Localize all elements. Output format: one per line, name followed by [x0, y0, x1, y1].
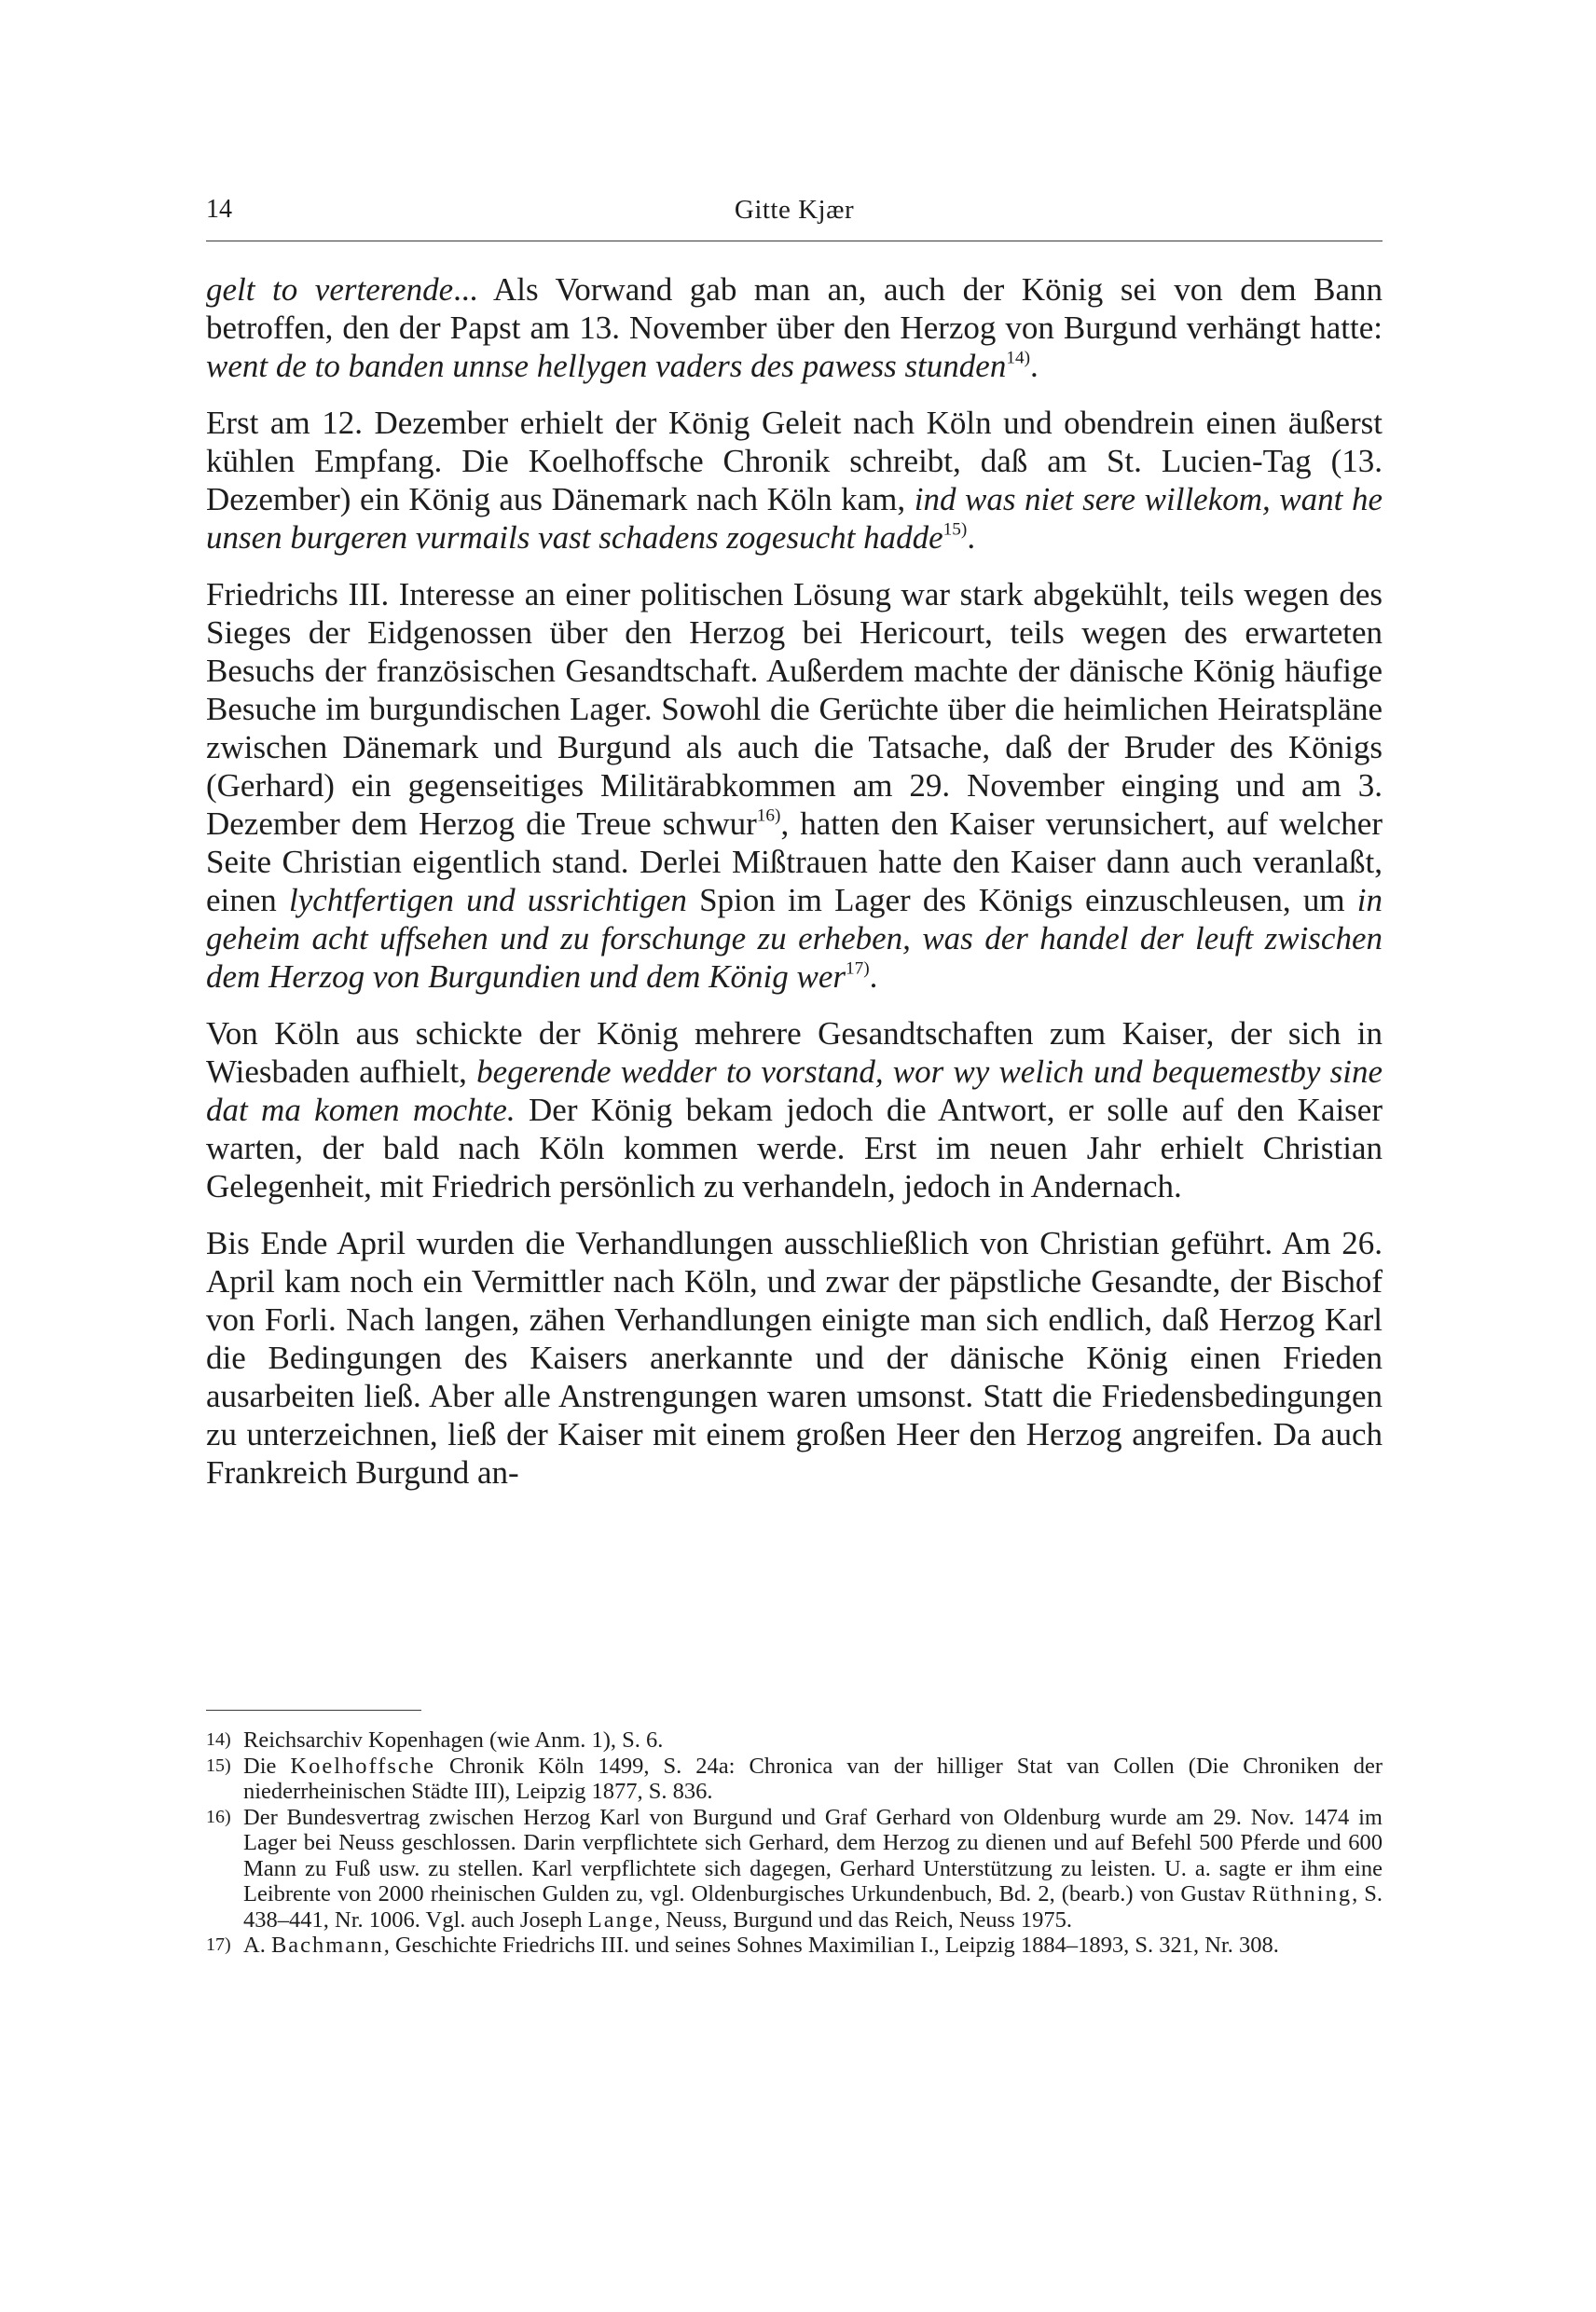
footnote-marker: 16)	[206, 1806, 231, 1827]
text-run: Koelhoffsche	[290, 1753, 435, 1779]
text-run: , hatten den Kaiser verunsichert, auf welcher Seite Christian eigentlich stand. Derlei Mißtrauen hatte den Kaiser dann auch veranlaßt, einen	[206, 805, 1383, 918]
footnote	[206, 1805, 1383, 1934]
footnote-rule	[206, 1710, 421, 1711]
footnote-reference: 16)	[756, 805, 781, 826]
footnote-marker: 17)	[206, 1934, 231, 1955]
footnote-reference: 17)	[846, 958, 870, 979]
text-run: Bis Ende April wurden die Verhandlungen ausschließlich von Christian geführt. Am 26. April kam noch ein Vermittler nach Köln, und zwar der päpstliche Gesandte, der Bischof von Forli. Nach langen, zähen Verhandlungen einigte man sich endlich, daß Herzog Karl die Bedingungen des Kaisers anerkannte und der dänische König einen Frieden ausarbeiten ließ. Aber alle Anstrengungen waren umsonst. Statt die Friedensbedingungen zu unterzeichnen, ließ der Kaiser mit einem großen Heer den Herzog angreifen. Da auch Frankreich Burgund an-	[206, 1225, 1383, 1491]
body-text	[206, 270, 1383, 1505]
page-header	[206, 191, 1383, 228]
text-run: Die	[243, 1753, 291, 1779]
footnote-reference: 15)	[942, 519, 968, 540]
footnote-marker: 14)	[206, 1729, 231, 1750]
text-run: Reichsarchiv Kopenhagen (wie Anm. 1), S. 6.	[243, 1727, 664, 1753]
italic-quote: gelt to verterende	[206, 271, 454, 308]
italic-quote: in geheim acht uffsehen und zu forschunge zu erheben, was der handel der leuft zwischen dem Herzog von Burgundien und dem König wer	[206, 882, 1383, 995]
footnote	[206, 1754, 1383, 1805]
footnote	[206, 1727, 1383, 1754]
text-run: Der Bundesvertrag zwischen Herzog Karl von Burgund und Graf Gerhard von Oldenburg wurde am 29. Nov. 1474 im Lager bei Neuss geschlossen. Darin verpflichtete sich Gerhard, dem Herzog zu dienen und auf Befehl 500 Pferde und 600 Mann zu Fuß usw. zu stellen. Karl verpflichtete sich dagegen, Gerhard Unterstützung zu leisten. U. a. sagte er ihm eine Leibrente von 2000 rheinischen Gulden zu, vgl. Oldenburgisches Urkundenbuch, Bd. 2, (bearb.) von Gustav	[243, 1804, 1383, 1906]
text-run: .	[1030, 348, 1039, 384]
paragraph	[206, 270, 1383, 385]
footnote-marker: 15)	[206, 1755, 231, 1776]
footnote-text	[243, 1727, 1383, 1754]
text-run: Erst am 12. Dezember erhielt der König Geleit nach Köln und obendrein einen äußerst kühlen Empfang. Die Koelhoffsche Chronik schreibt, daß am St. Lucien-Tag (13. Dezember) ein König aus Dänemark nach Köln kam,	[206, 405, 1383, 517]
italic-quote: lychtfertigen und ussrichtigen	[289, 882, 687, 918]
italic-quote: begerende wedder to vorstand, wor wy welich und bequemestby sine dat ma komen mochte.	[206, 1053, 1383, 1128]
footnote	[206, 1933, 1383, 1959]
text-run: Spion im Lager des Königs einzuschleusen, um	[686, 882, 1357, 918]
paragraph	[206, 575, 1383, 996]
italic-quote: ind was niet sere willekom, want he unsen burgeren vurmails vast schadens zogesucht hadde	[206, 481, 1383, 556]
text-run: .	[869, 958, 878, 995]
text-run: .	[967, 519, 976, 556]
text-run: ... Als Vorwand gab man an, auch der König sei von dem Bann betroffen, den der Papst am 13. November über den Herzog von Burgund verhängt hatte:	[206, 271, 1383, 346]
footnotes	[206, 1727, 1383, 1959]
page-number: 14	[206, 195, 232, 224]
text-run: Friedrichs III. Interesse an einer politischen Lösung war stark abgekühlt, teils wegen des Sieges der Eidgenossen über den Herzog bei Hericourt, teils wegen des erwarteten Besuchs der französischen Gesandtschaft. Außerdem machte der dänische König häufige Besuche im burgundischen Lager. Sowohl die Gerüchte über die heimlichen Heiratspläne zwischen Dänemark und Burgund als auch die Tatsache, daß der Bruder des Königs (Gerhard) ein gegenseitiges Militärabkommen am 29. November einging und am 3. Dezember dem Herzog die Treue schwur	[206, 576, 1383, 842]
text-run: Chronik Köln 1499, S. 24a: Chronica van der hilliger Stat van Collen (Die Chroniken der niederrheinischen Städte III), Leipzig 1877, S. 836.	[243, 1753, 1383, 1804]
text-run: Lange	[587, 1906, 654, 1933]
paragraph	[206, 1014, 1383, 1205]
paragraph	[206, 1224, 1383, 1492]
footnote-text	[243, 1754, 1383, 1805]
text-run: Rüthning	[1251, 1881, 1353, 1906]
text-run: Bachmann	[270, 1933, 384, 1958]
paragraph	[206, 404, 1383, 557]
footnote-text	[243, 1805, 1383, 1934]
text-run: A.	[243, 1933, 271, 1958]
footnote-text	[243, 1933, 1383, 1959]
italic-quote: went de to banden unnse hellygen vaders des pawess stunden	[206, 348, 1007, 384]
text-run: , S. 438–441, Nr. 1006. Vgl. auch Joseph	[243, 1881, 1383, 1933]
text-run: Von Köln aus schickte der König mehrere Gesandtschaften zum Kaiser, der sich in Wiesbaden aufhielt,	[206, 1015, 1383, 1090]
text-run: , Geschichte Friedrichs III. und seines Sohnes Maximilian I., Leipzig 1884–1893, S. 321, Nr. 308.	[383, 1933, 1279, 1958]
footnote-reference: 14)	[1006, 348, 1030, 368]
running-head: Gitte Kjær	[734, 195, 855, 225]
text-run: Der König bekam jedoch die Antwort, er solle auf den Kaiser warten, der bald nach Köln kommen werde. Erst im neuen Jahr erhielt Christian Gelegenheit, mit Friedrich persönlich zu verhandeln, jedoch in Andernach.	[206, 1092, 1383, 1204]
text-run: , Neuss, Burgund und das Reich, Neuss 1975.	[654, 1906, 1072, 1933]
